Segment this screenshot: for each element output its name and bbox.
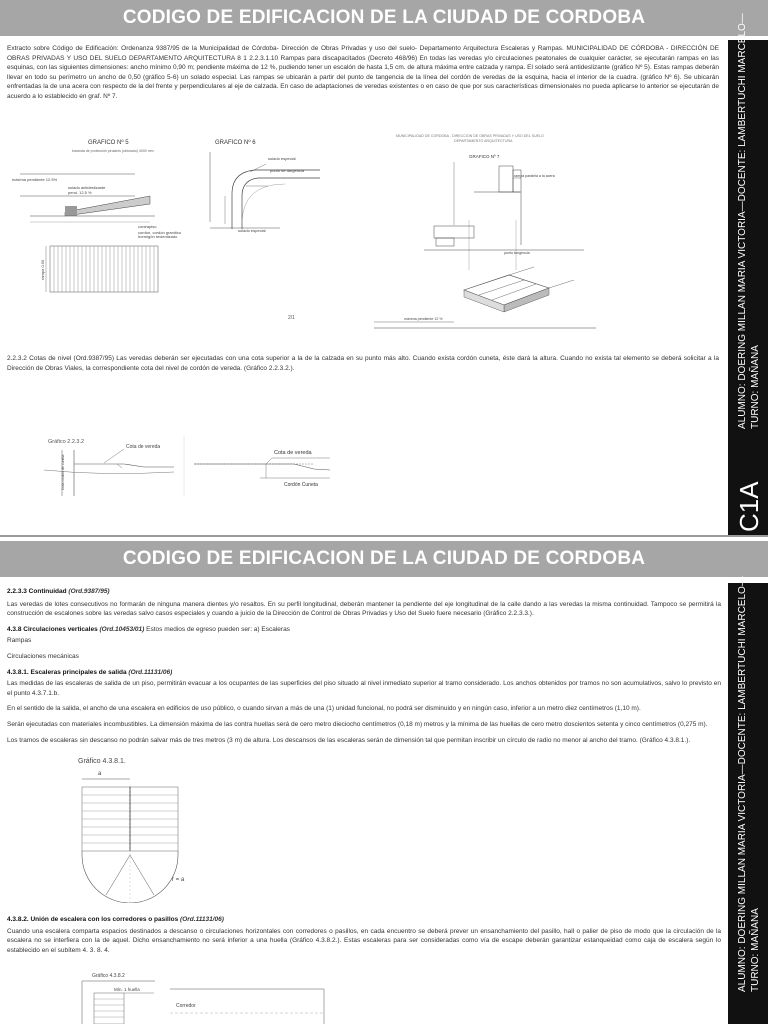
- fig7-title: GRAFICO Nº 7: [469, 154, 500, 159]
- sidebar-credits: [736, 13, 762, 429]
- paragraph-cotas: 2.2.3.2 Cotas de nivel (Ord.9387/95) Las veredas deberán ser ejecutadas con una cota superior a la de la calzada en su punto más alto. Cuando exista cordón cuneta, éste dará la altura. Cuando no exista tal elemento se deberá solicitar a la Dirección de Obras Viales, la correspondiente cota del nivel de cordón de vereda. (Gráfico 2.2.3.2.).: [7, 355, 719, 372]
- fig7-tangencia-label: punto tangencia: [504, 251, 530, 255]
- fig5-title: GRAFICO Nº 5: [88, 140, 129, 146]
- figure-grafico-7: [374, 130, 596, 332]
- course-code: C1A: [734, 481, 764, 532]
- fig5-cordon-label: cordón, cordón granítico: [138, 230, 182, 235]
- fig7-pendiente-label: máxima pendiente 12 %: [404, 317, 443, 321]
- fig4381-r: r = a: [172, 877, 185, 883]
- item-circ-mecanicas: Circulaciones mecánicas: [7, 652, 79, 660]
- intro-paragraph: [7, 44, 719, 108]
- paragraph-escaleras-4: Los tramos de escaleras sin descanso no podrán salvar más de tres metros (3 m) de altura. Los descansos de las escaleras serán de dimensión tal que permitan inscribir un círculo de radio no menor al ancho del tramo. (Gráfico 4.3.8.1.).: [7, 736, 691, 744]
- fig5-pend2-label: pend. 12.5 %: [68, 190, 92, 195]
- fig5-rampa-label: rampa 0.90: [40, 259, 45, 280]
- svg-text:2/1: 2/1: [288, 315, 295, 321]
- student-sidebar-2: [728, 576, 768, 1024]
- fig7-rampa-label: rampa paralela a la acera: [514, 174, 555, 178]
- sidebar-credits-2: [736, 576, 762, 992]
- paragraph-continuidad: Las veredas de lotes consecutivos no formarán de ninguna manera dientes y/o resaltos. En su perfil longitudinal, deberán mantener la pendiente del eje longitudinal de la calle dando a las veredas la misma continuidad. Tampoco se permitirá la construcción de escalones sobre las veredas salvo casos especiales y cuando a juicio de la Dirección de Control de Obras Privadas y Uso del Suelo fuere necesario (Gráfico 2.2.3.3.).: [7, 600, 721, 618]
- fig6-solado-especial2-label: solado especial: [238, 228, 266, 233]
- fig6-tangencia-label: punto de tangencia: [270, 168, 305, 173]
- item-rampas: Rampas: [7, 637, 32, 645]
- fig6-title: GRAFICO Nº 6: [215, 140, 256, 146]
- paragraph-escaleras-3: Serán ejecutadas con materiales incombustibles. La dimensión máxima de las contra huellas será de cero metro dieciocho centímetros (0,18 m) metros y la mínima de las huellas de cero metro doscientos setenta y cinco centímetros (0,275 m).: [7, 720, 708, 728]
- fig4381-title: Gráfico 4.3.8.1.: [78, 758, 126, 765]
- fig4382-corredor: Corredor: [176, 1003, 196, 1009]
- fig2232-title: Gráfico 2.2.3.2: [48, 439, 85, 445]
- student-sidebar: [728, 13, 768, 535]
- page-2: [0, 537, 768, 1024]
- fig5-hormigon-label: hormigón recientizado: [138, 234, 178, 239]
- page-title: CODIGO DE EDIFICACION DE LA CIUDAD DE CORDOBA: [0, 0, 768, 36]
- fig5-solado-label: solado antideslizante: [68, 185, 106, 190]
- heading-circulaciones-ord: (Ord.10453/01): [99, 625, 145, 633]
- page2-text-bottom: [7, 915, 721, 961]
- paragraph-rampas: Extracto sobre Código de Edificación: Ordenanza 9387/95 de la Municipalidad de Córdoba- Dirección de Obras Privadas y uso del suelo- Departamento Arquitectura Escaleras y Rampas. MUNICIPALIDAD DE CÓRDOBA - DIRECCIÓN DE OBRAS PRIVADAS Y USO DEL SUELO DEPARTAMENTO ARQUITECTURA 8 1 2.2.3.1.10 Rampas para discapacitados (Decreto 468/96) En todas las veredas y/o circulaciones peatonales de cualquier carácter, se ejecutarán rampas en las esquinas, con las siguientes dimensiones: ancho mínimo 0,90 m; pendiente máxima de 12 %, pudiendo tener un escalón de hasta 1,5 cm. de altura máxima entre calzada y rampa. El solado será antideslizante (gráfico Nº 5). Estas rampas deberán llevar en todo su perímetro un ancho de 0,50 (gráfico 5-6) un solado especial. Las rampas se ubicarán a partir del punto de tangencia de la línea del cordón de veredas de la esquina, hacia el interior de la cuadra. (gráfico Nº 6). Se ubicarán enfrentadas la de una acera con respecto de la del frente y perpendiculares al eje de calzada. En caso de adaptaciones de veredas existentes o en caso de que por sus características dimensionales no pueda aplicarse lo anterior se ejecutarán de acuerdo a lo establecido en graf. Nº 7.: [7, 45, 719, 100]
- heading-continuidad: 2.2.3.3 Continuidad: [7, 588, 67, 595]
- fig2232-cota-vereda-left: Cota de vereda: [126, 444, 161, 450]
- fig7-header-2: DEPARTAMENTO ARQUITECTURA: [454, 139, 513, 143]
- fig2232-cordon-cuneta: Cordón Cuneta: [284, 482, 318, 488]
- sidebar2-line-2: TURNO: MAÑANA: [750, 908, 761, 992]
- heading-escaleras: 4.3.8.1. Escaleras principales de salida: [7, 668, 127, 676]
- paragraph-escaleras-2: En el sentido de la salida, el ancho de una escalera en edificios de uso público, o cuando sirvan a más de una (1) unidad funcional, no podrá ser disminuido y en ningún caso, inferior a un metro diez centímetros (1,10 m).: [7, 705, 641, 713]
- fig4381-a: a: [98, 771, 102, 777]
- fig5-contrapiso-label: contrapiso: [138, 224, 157, 229]
- heading-circulaciones-rest: Estos medios de egreso pueden ser: a) Escaleras: [144, 625, 290, 633]
- paragraph-union: Cuando una escalera comparta espacios destinados a descanso o circulaciones horizontales con corredores o pasillos, en cada encuentro se deberá prever un ensanchamiento del pasillo, hall o palier de piso de modo que la circulación de la escalera no se interfiera con la de aquel. Dicho ensanchamiento no será inferior a una huella (Gráfico 4.3.8.2.). Estas escaleras para ser consideradas como vía de escape deberán garantizar estanqueidad como caja de escalera según lo establecido en el subítem 4. 3. 8. 4.: [7, 927, 721, 954]
- figure-grafico-2232: [34, 434, 330, 502]
- fig2232-cota-vereda-right: Cota de vereda: [274, 450, 312, 456]
- fig5-baranda-label: baranda de protección pirulanis (obturado) 4000 mm: [72, 149, 154, 153]
- page2-text-top: [7, 587, 721, 751]
- page-title-2: CODIGO DE EDIFICACION DE LA CIUDAD DE CORDOBA: [0, 541, 768, 577]
- fig7-header-1: MUNICIPALIDAD DE CORDOBA - DIRECCION DE OBRAS PRIVADAS Y USO DEL SUELO: [396, 134, 544, 138]
- sidebar2-line-1: ALUMNO: DOERING MILLAN MARIA VICTORIA—DOCENTE: LAMBERTUCHI MARCELO—: [737, 576, 748, 992]
- fig4382-title: Gráfico 4.3.8.2: [92, 973, 125, 979]
- fig6-solado-especial-label: solado especial: [268, 156, 296, 161]
- paragraph-escaleras-1: Las medidas de las escaleras de salida de un piso, permitirán evacuar a los ocupantes de las superficies del piso situado al nivel inmediato superior al tramo considerado. Los anchos obtenidos por tramos no son acumulativos, salvo lo previsto en el punto 4.3.7.1.b.: [7, 680, 721, 697]
- sidebar-line-1: ALUMNO: DOERING MILLAN MARIA VICTORIA—DOCENTE: LAMBERTUCHI MARCELO—: [737, 13, 748, 429]
- sidebar-line-2: TURNO: MAÑANA: [750, 345, 761, 429]
- figure-grafico-4382: [80, 967, 340, 1024]
- figure-grafico-4381: [70, 755, 230, 903]
- cotas-paragraph: [7, 354, 719, 379]
- fig4382-min: Mín. 1 huella: [114, 987, 140, 992]
- figure-graficos-5-6: [10, 134, 322, 326]
- fig5-pendiente-label: máxima pendiente 12.5%: [12, 177, 58, 182]
- heading-union: 4.3.8.2. Unión de escalera con los corredores o pasillos: [7, 916, 179, 923]
- heading-union-ord: (Ord.11131/06): [180, 916, 224, 923]
- heading-circulaciones: 4.3.8 Circulaciones verticales: [7, 625, 98, 633]
- heading-escaleras-ord: (Ord.11131/06): [128, 668, 173, 676]
- fig2232-cota-cordon: Cota cordón de cuneta: [61, 454, 65, 490]
- heading-continuidad-ord: (Ord.9387/95): [68, 588, 110, 595]
